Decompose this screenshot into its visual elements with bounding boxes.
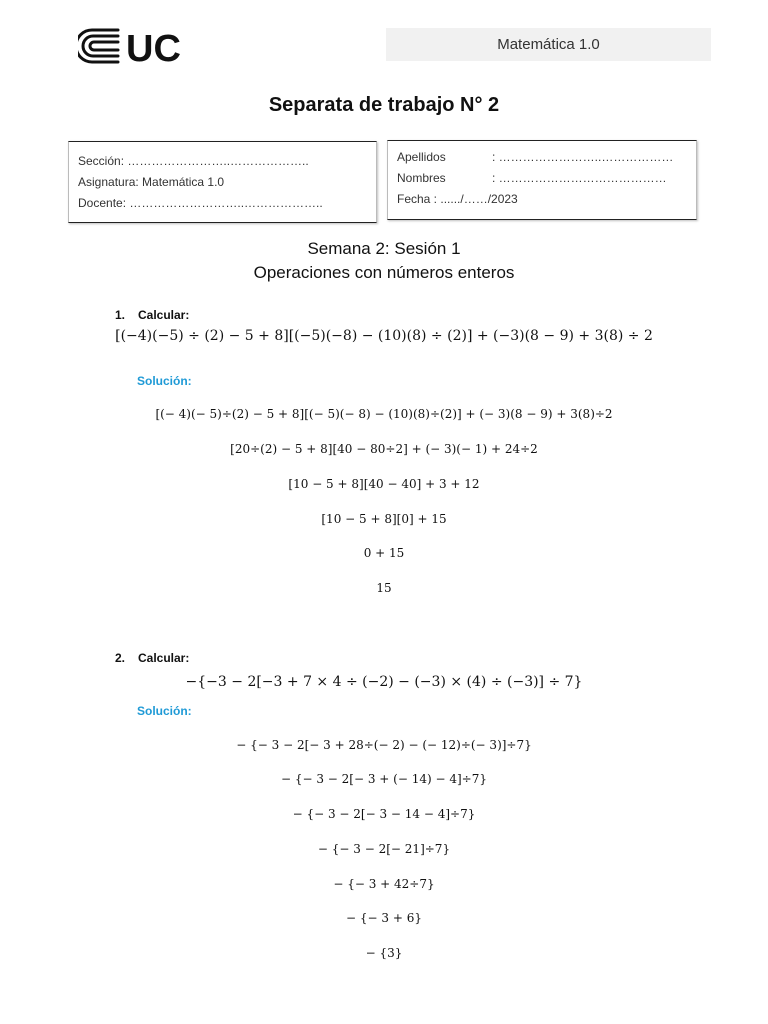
q2-step-6: − {− 3 + 6} — [346, 911, 422, 925]
apellidos-value: : ……………………..……………… — [492, 150, 674, 164]
page-title: Separata de trabajo N° 2 — [268, 94, 500, 116]
logo-text: UC — [126, 28, 181, 66]
q1-step-3: [10 − 5 + 8][40 − 40] + 3 + 12 — [288, 477, 480, 491]
q1-step-1: [(− 4)(− 5)÷(2) − 5 + 8][(− 5)(− 8) − (10)(8)÷(2)] + (− 3)(8 − 9) + 3(8)÷2 — [155, 407, 613, 421]
uc-logo — [78, 26, 198, 66]
q1-step-4: [10 − 5 + 8][0] + 15 — [321, 512, 447, 526]
q1-number: 1. — [115, 308, 126, 322]
asignatura-field: Asignatura: Matemática 1.0 — [78, 175, 225, 189]
q2-step-2: − {− 3 − 2[− 3 + (− 14) − 4]÷7} — [280, 772, 488, 786]
fecha-field: Fecha : ....../……/2023 — [397, 192, 518, 206]
q1-step-2: [20÷(2) − 5 + 8][40 − 80÷2] + (− 3)(− 1) + 24÷2 — [230, 442, 538, 456]
q2-solution-label: Solución: — [137, 704, 192, 718]
q1-label: Calcular: — [138, 308, 190, 322]
apellidos-field — [397, 147, 696, 168]
q1-step-5: 0 + 15 — [363, 546, 405, 560]
course-name: Matemática 1.0 — [497, 36, 600, 53]
week-heading: Semana 2: Sesión 1 — [307, 239, 461, 258]
q2-statement: −{−3 − 2[−3 + 7 × 4 ÷ (−2) − (−3) × (4) ÷ (−3)] ÷ 7} — [185, 674, 583, 690]
seccion-field: Sección: ……………………..……………….. — [78, 154, 309, 168]
q1-statement: [(−4)(−5) ÷ (2) − 5 + 8][(−5)(−8) − (10)(8) ÷ (2)] + (−3)(8 − 9) + 3(8) ÷ 2 — [115, 328, 653, 344]
apellidos-label: Apellidos — [397, 150, 446, 164]
nombres-value: : …………………………………… — [492, 171, 667, 185]
nombres-label: Nombres — [397, 171, 446, 185]
q2-step-4: − {− 3 − 2[− 21]÷7} — [317, 842, 451, 856]
q2-step-7: − {3} — [365, 946, 403, 960]
q2-step-1: − {− 3 − 2[− 3 + 28÷(− 2) − (− 12)÷(− 3)]÷7} — [236, 738, 532, 752]
docente-field: Docente: ………………………..……………….. — [78, 196, 323, 210]
q2-number: 2. — [115, 651, 126, 665]
uc-logo-icon — [78, 26, 198, 66]
q1-step-6: 15 — [376, 581, 392, 595]
student-info-box — [387, 140, 697, 220]
course-info-box — [68, 141, 377, 223]
q2-step-3: − {− 3 − 2[− 3 − 14 − 4]÷7} — [292, 807, 476, 821]
topic-heading: Operaciones con números enteros — [253, 263, 515, 282]
q2-label: Calcular: — [138, 651, 190, 665]
q2-step-5: − {− 3 + 42÷7} — [333, 877, 435, 891]
course-name-box — [386, 28, 711, 61]
q1-solution-label: Solución: — [137, 374, 192, 388]
nombres-field — [397, 168, 696, 189]
